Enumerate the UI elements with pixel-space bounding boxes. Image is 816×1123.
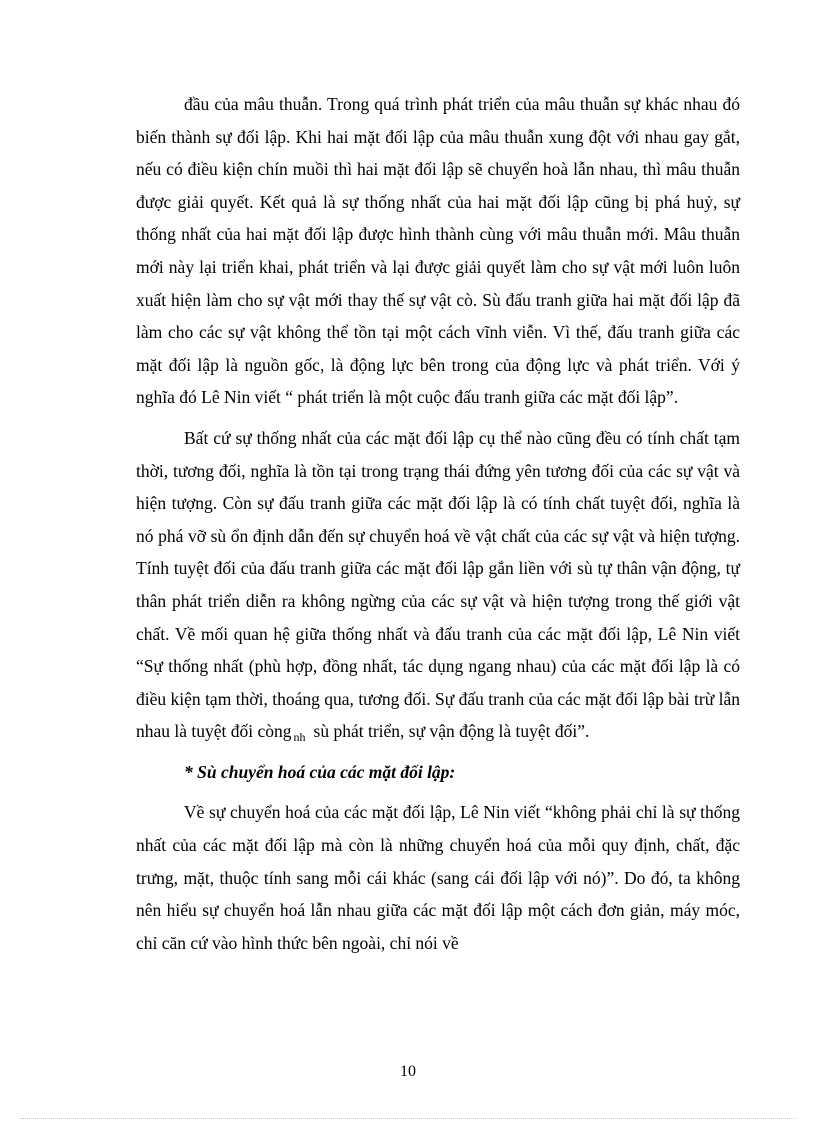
- page-number: 10: [400, 1063, 416, 1080]
- page-body: [136, 88, 740, 959]
- inline-fragment: nh: [293, 730, 306, 745]
- paragraph-1: đầu của mâu thuẫn. Trong quá trình phát triển của mâu thuẫn sự khác nhau đó biến thành sự đối lập. Khi hai mặt đối lập của mâu thuẫn xung đột với nhau gay gắt, nếu có điều kiện chín muồi thì hai mặt đối lập sẽ chuyển hoà lẫn nhau, thì mâu thuẫn được giải quyết. Kết quả là sự thống nhất của hai mặt đối lập cũng bị phá huỷ, sự thống nhất của hai mặt đối lập được hình thành cùng với mâu thuẫn mới. Mâu thuẫn mới này lại triển khai, phát triển và lại được giải quyết làm cho sự vật mới luôn luôn xuất hiện làm cho sự vật mới thay thế sự vật cò. Sù đấu tranh giữa hai mặt đối lập đã làm cho các sự vật không thể tồn tại một cách vĩnh viễn. Vì thế, đấu tranh giữa các mặt đối lập là nguồn gốc, là động lực bên trong của động lực và phát triển. Với ý nghĩa đó Lê Nin viết “ phát triển là một cuộc đấu tranh giữa các mặt đối lập”.: [136, 94, 740, 408]
- section-heading: * Sù chuyển hoá của các mặt đối lập:: [184, 761, 456, 782]
- bottom-divider: [20, 1118, 796, 1119]
- paragraph-2-text: Bất cứ sự thống nhất của các mặt đối lập cụ thể nào cũng đều có tính chất tạm thời, tương đối, nghĩa là tồn tại trong trạng thái đứng yên tương đối của các sự vật và hiện tượng. Còn sự đấu tranh giữa các mặt đối lập là có tính chất tuyệt đối, nghĩa là nó phá vỡ sù ổn định dẫn đến sự chuyển hoá về vật chất của các sự vật và hiện tượng. Tính tuyệt đối của đấu tranh giữa các mặt đối lập gắn liền với sù tự thân vận động, tự thân phát triển diễn ra không ngừng của các sự vật và hiện tượng trong thế giới vật chất. Về mối quan hệ giữa thống nhất và đấu tranh của các mặt đối lập, Lê Nin viết “Sự thống nhất (phù hợp, đồng nhất, tác dụng ngang nhau) của các mặt đối lập là có điều kiện tạm thời, thoáng qua, tương đối. Sự đấu tranh của các mặt đối lập bài trừ lẫn nhau là tuyệt đối còng: [136, 427, 740, 742]
- paragraph-2: [136, 422, 740, 750]
- paragraph-2-end: sù phát triển, sự vận động là tuyệt đối”.: [313, 721, 590, 742]
- paragraph-3: Về sự chuyển hoá của các mặt đối lập, Lê Nin viết “không phải chỉ là sự thống nhất của các mặt đối lập mà còn là những chuyển hoá của mỗi quy định, chất, đặc trưng, mặt, thuộc tính sang mỗi cái khác (sang cái đối lập với nó)”. Do đó, ta không nên hiểu sự chuyển hoá lẫn nhau giữa các mặt đối lập một cách đơn giản, máy móc, chỉ căn cứ vào hình thức bên ngoài, chỉ nói về: [136, 802, 740, 953]
